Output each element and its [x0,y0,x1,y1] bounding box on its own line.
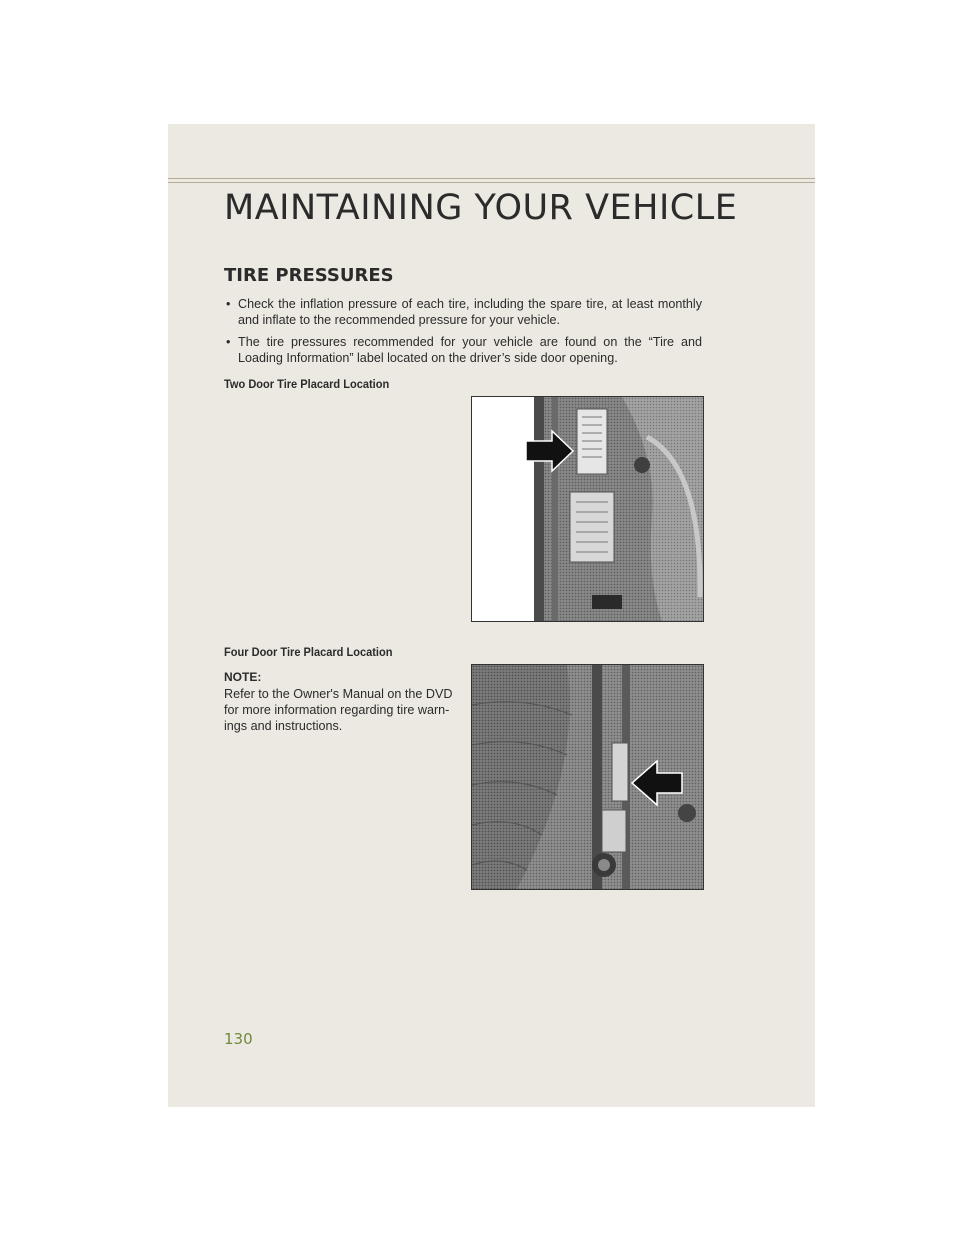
manual-page [168,124,815,1107]
door-jamb-image [472,397,703,621]
two-door-placard-photo [471,396,704,622]
figure1-caption: Two Door Tire Placard Location [224,377,390,391]
bullet-icon: • [226,335,231,349]
note-label: NOTE: [224,670,262,684]
bullet-icon: • [226,297,231,311]
list-item: • Check the inflation pressure of each tire, including the spare tire, at least monthly and inflate to the recommended pressure for your vehicle. [226,297,702,327]
section-title: TIRE PRESSURES [224,265,394,286]
header-rule-bottom [168,182,815,183]
door-pillar-image [472,665,703,889]
page-number: 130 [224,1030,253,1048]
note-text: Refer to the Owner's Manual on the DVD for more information regarding tire warn-ings and instructions. [224,687,453,733]
figure2-caption: Four Door Tire Placard Location [224,645,393,659]
chapter-title: MAINTAINING YOUR VEHICLE [224,188,738,228]
four-door-placard-photo [471,664,704,890]
bullet-list [224,296,702,372]
list-item: • The tire pressures recommended for your vehicle are found on the “Tire and Loading Information” label located on the driver’s side door opening. [226,335,702,365]
header-rule-top [168,178,815,179]
